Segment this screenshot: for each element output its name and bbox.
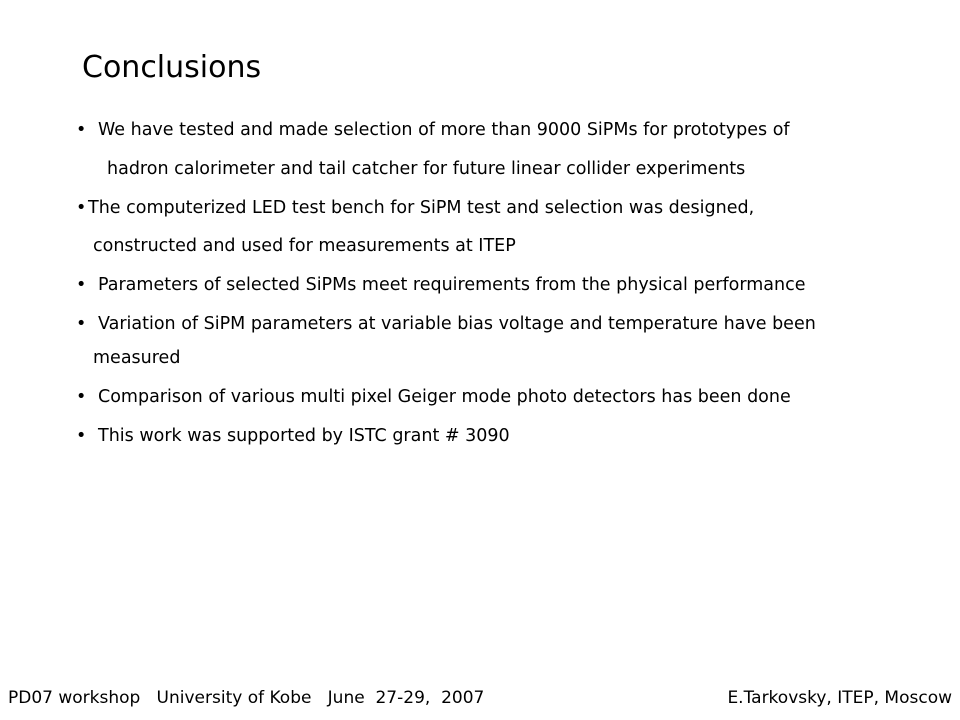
bullet-text-5: Comparison of various multi pixel Geiger mode photo detectors has been done [98, 387, 791, 407]
bullet-icon: • [76, 387, 87, 407]
footer-author: E.Tarkovsky, ITEP, Moscow [727, 688, 952, 708]
bullet-icon: • [76, 198, 87, 218]
bullet-item-6 [76, 424, 510, 448]
bullet-item-1 [76, 118, 790, 142]
bullet-icon: • [76, 426, 87, 446]
bullet-item-4 [76, 312, 816, 336]
bullet-text-3: Parameters of selected SiPMs meet requirements from the physical performance [98, 275, 806, 295]
bullet-text-1: We have tested and made selection of more than 9000 SiPMs for prototypes of [98, 120, 790, 140]
bullet-icon: • [76, 314, 87, 334]
footer-event: PD07 workshop University of Kobe June 27-29, 2007 [8, 688, 485, 708]
bullet-item-3 [76, 273, 806, 297]
bullet-text-6: This work was supported by ISTC grant # 3090 [98, 426, 510, 446]
bullet-text-2-cont: constructed and used for measurements at ITEP [93, 236, 516, 256]
bullet-item-5 [76, 385, 791, 409]
bullet-item-2 [76, 196, 754, 220]
bullet-icon: • [76, 120, 87, 140]
bullet-text-1-cont: hadron calorimeter and tail catcher for future linear collider experiments [107, 159, 746, 179]
bullet-text-4: Variation of SiPM parameters at variable bias voltage and temperature have been [98, 314, 816, 334]
bullet-text-4-cont: measured [93, 348, 181, 368]
bullet-item-1-continuation [107, 157, 745, 181]
bullet-item-2-continuation [93, 234, 516, 258]
bullet-icon: • [76, 275, 87, 295]
bullet-item-4-continuation [93, 346, 180, 370]
bullet-text-2: The computerized LED test bench for SiPM test and selection was designed, [88, 198, 755, 218]
slide-title: Conclusions [82, 50, 262, 85]
